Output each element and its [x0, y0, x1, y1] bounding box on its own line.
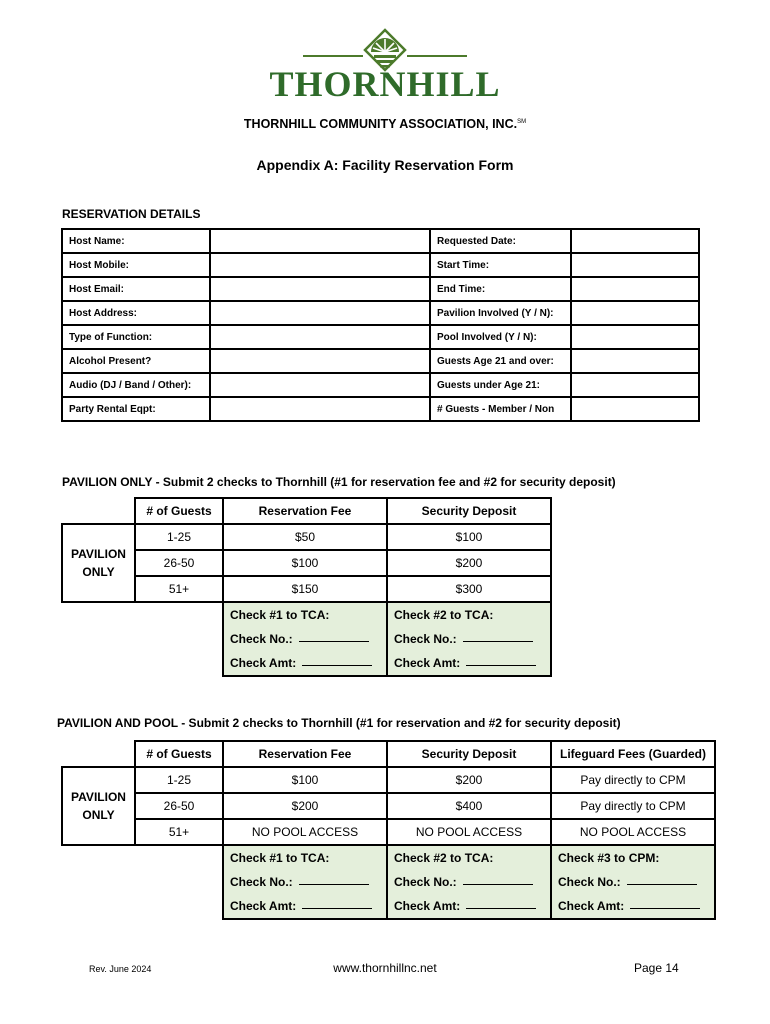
table-cell: $400	[387, 793, 551, 819]
field-label: Pool Involved (Y / N):	[430, 325, 571, 349]
table-cell: $50	[223, 524, 387, 550]
check-amt-blank[interactable]	[302, 665, 372, 666]
pavilion-only-heading: PAVILION ONLY - Submit 2 checks to Thornhill (#1 for reservation fee and #2 for security deposit)	[62, 475, 616, 489]
check-no-label: Check No.:	[394, 875, 457, 889]
pool-side-label: PAVILION ONLY	[62, 767, 135, 845]
field-label: Party Rental Eqpt:	[62, 397, 210, 421]
table-cell: $100	[223, 550, 387, 576]
check-no-label: Check No.:	[394, 632, 457, 646]
pavilion-and-pool-heading: PAVILION AND POOL - Submit 2 checks to Thornhill (#1 for reservation and #2 for security deposit)	[57, 716, 621, 730]
check-2-box[interactable]	[387, 602, 551, 676]
field-label: Requested Date:	[430, 229, 571, 253]
check-title: Check #1 to TCA:	[230, 851, 330, 865]
table-cell: 26-50	[135, 550, 223, 576]
field-label: Host Email:	[62, 277, 210, 301]
table-cell: 51+	[135, 819, 223, 845]
logo-rule-right	[407, 55, 467, 57]
check-amt-label: Check Amt:	[230, 656, 297, 670]
table-cell: 1-25	[135, 524, 223, 550]
check-title: Check #3 to CPM:	[558, 851, 660, 865]
field-input[interactable]	[210, 229, 430, 253]
check-1-box[interactable]	[223, 845, 387, 919]
table-cell: 1-25	[135, 767, 223, 793]
field-label: # Guests - Member / Non	[430, 397, 571, 421]
field-input[interactable]	[571, 325, 699, 349]
check-amt-label: Check Amt:	[394, 656, 461, 670]
details-row	[62, 325, 699, 349]
table-cell: $200	[387, 767, 551, 793]
field-input[interactable]	[571, 229, 699, 253]
table-cell: $300	[387, 576, 551, 602]
check-amt-label: Check Amt:	[230, 899, 297, 913]
check-1-box[interactable]	[223, 602, 387, 676]
field-input[interactable]	[571, 373, 699, 397]
field-label: Type of Function:	[62, 325, 210, 349]
details-row	[62, 373, 699, 397]
check-no-blank[interactable]	[463, 884, 533, 885]
reservation-details-table	[61, 228, 700, 422]
col-header-guests: # of Guests	[135, 741, 223, 767]
col-header-reservation-fee: Reservation Fee	[223, 741, 387, 767]
field-input[interactable]	[210, 277, 430, 301]
details-row	[62, 301, 699, 325]
check-amt-label: Check Amt:	[558, 899, 625, 913]
check-title: Check #2 to TCA:	[394, 608, 494, 622]
logo-wordmark: THORNHILL	[269, 64, 501, 104]
field-label: Host Name:	[62, 229, 210, 253]
table-cell: NO POOL ACCESS	[551, 819, 715, 845]
logo-rule-left	[303, 55, 363, 57]
revision-date: Rev. June 2024	[89, 964, 152, 974]
table-cell: Pay directly to CPM	[551, 767, 715, 793]
organization-name: THORNHILL COMMUNITY ASSOCIATION, INC.℠	[243, 117, 527, 131]
field-input[interactable]	[210, 397, 430, 421]
details-row	[62, 277, 699, 301]
field-input[interactable]	[571, 349, 699, 373]
table-cell: 51+	[135, 576, 223, 602]
table-cell: $150	[223, 576, 387, 602]
check-no-label: Check No.:	[558, 875, 621, 889]
col-header-security-deposit: Security Deposit	[387, 741, 551, 767]
field-input[interactable]	[210, 373, 430, 397]
check-amt-blank[interactable]	[630, 908, 700, 909]
field-input[interactable]	[210, 253, 430, 277]
field-label: Guests Age 21 and over:	[430, 349, 571, 373]
service-mark: SM	[517, 118, 527, 125]
table-cell: 26-50	[135, 793, 223, 819]
table-cell: $200	[387, 550, 551, 576]
check-no-blank[interactable]	[299, 884, 369, 885]
field-label: End Time:	[430, 277, 571, 301]
col-header-reservation-fee: Reservation Fee	[223, 498, 387, 524]
field-label: Guests under Age 21:	[430, 373, 571, 397]
check-no-blank[interactable]	[299, 641, 369, 642]
pavilion-side-label: PAVILION ONLY	[62, 524, 135, 602]
table-cell: $100	[223, 767, 387, 793]
field-label: Host Address:	[62, 301, 210, 325]
check-no-blank[interactable]	[627, 884, 697, 885]
reservation-details-heading: RESERVATION DETAILS	[62, 207, 201, 221]
table-cell: NO POOL ACCESS	[387, 819, 551, 845]
field-input[interactable]	[571, 397, 699, 421]
website-url[interactable]: www.thornhillnc.net	[333, 961, 437, 975]
details-row	[62, 229, 699, 253]
field-label: Audio (DJ / Band / Other):	[62, 373, 210, 397]
field-label: Host Mobile:	[62, 253, 210, 277]
check-3-box[interactable]	[551, 845, 715, 919]
field-input[interactable]	[210, 301, 430, 325]
pavilion-fee-table	[61, 497, 552, 677]
check-amt-blank[interactable]	[466, 908, 536, 909]
col-header-guests: # of Guests	[135, 498, 223, 524]
form-title: Appendix A: Facility Reservation Form	[256, 157, 514, 173]
field-label: Pavilion Involved (Y / N):	[430, 301, 571, 325]
check-2-box[interactable]	[387, 845, 551, 919]
field-input[interactable]	[571, 277, 699, 301]
col-header-security-deposit: Security Deposit	[387, 498, 551, 524]
check-no-blank[interactable]	[463, 641, 533, 642]
details-row	[62, 349, 699, 373]
page-number: Page 14	[634, 961, 679, 975]
table-cell: Pay directly to CPM	[551, 793, 715, 819]
check-amt-blank[interactable]	[302, 908, 372, 909]
field-input[interactable]	[210, 349, 430, 373]
col-header-lifeguard-fees: Lifeguard Fees (Guarded)	[551, 741, 715, 767]
table-cell: NO POOL ACCESS	[223, 819, 387, 845]
check-amt-label: Check Amt:	[394, 899, 461, 913]
field-input[interactable]	[571, 253, 699, 277]
check-no-label: Check No.:	[230, 875, 293, 889]
check-title: Check #2 to TCA:	[394, 851, 494, 865]
details-row	[62, 397, 699, 421]
field-input[interactable]	[210, 325, 430, 349]
table-cell: $200	[223, 793, 387, 819]
check-title: Check #1 to TCA:	[230, 608, 330, 622]
table-cell: $100	[387, 524, 551, 550]
pavilion-pool-fee-table	[61, 740, 716, 920]
field-label: Alcohol Present?	[62, 349, 210, 373]
details-row	[62, 253, 699, 277]
check-no-label: Check No.:	[230, 632, 293, 646]
field-input[interactable]	[571, 301, 699, 325]
field-label: Start Time:	[430, 253, 571, 277]
check-amt-blank[interactable]	[466, 665, 536, 666]
